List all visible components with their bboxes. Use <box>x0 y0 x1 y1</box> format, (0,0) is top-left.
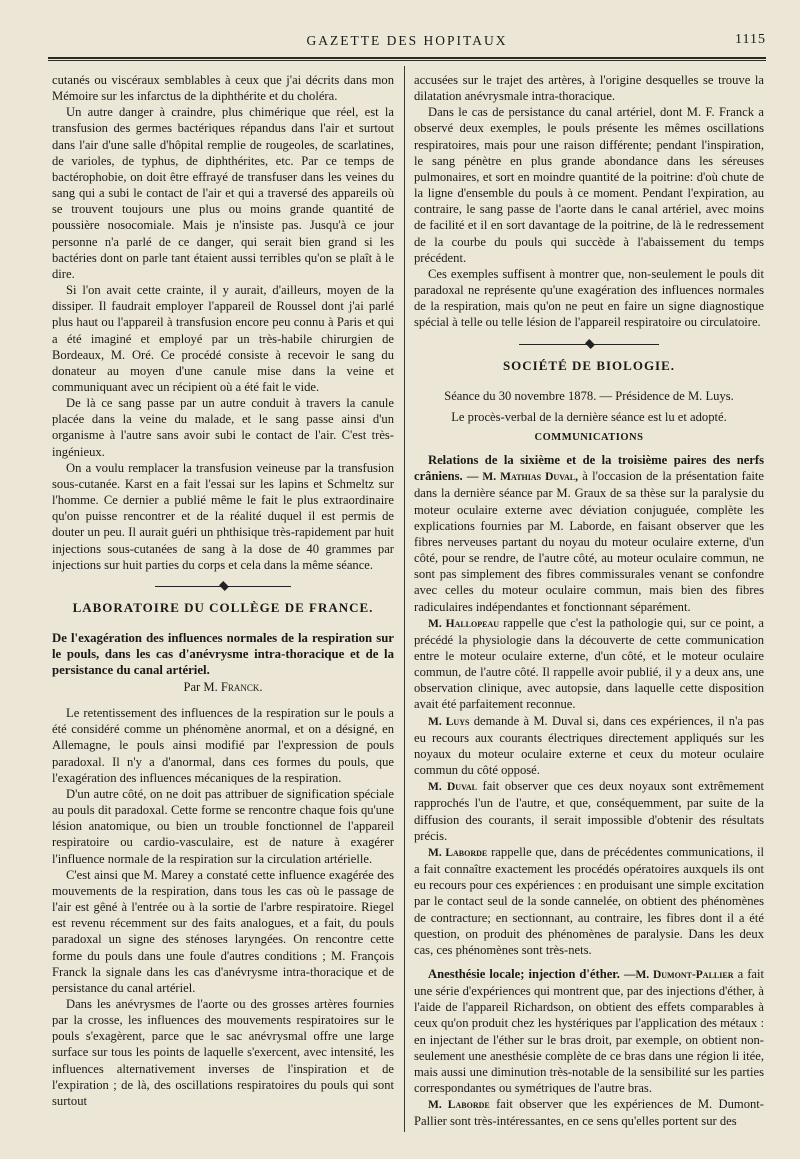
intervention-laborde <box>414 844 764 958</box>
paragraph: Si l'on avait cette crainte, il y aurait, d'ailleurs, moyen de la dissiper. Il faudrait employer l'appareil de Roussel dont j'ai parlé plus haut ou l'appareil à transfusion encore peu connu à Paris et qui a été imaginé et employé par un très-habile chirurgien de Bordeaux, M. Oré. Ce procédé consiste à recevoir le sang du donateur au moyen d'une canule mise dans la veine et communiquant avec un récipient où a été fait le vide. <box>52 283 394 394</box>
intervention-text: fait observer que ces deux noyaux sont extrêmement rapprochés l'un de l'autre, et que, conséquemment, par suite de la diffusion des courants, il serait impossible d'obtenir des résultats précis. <box>414 779 764 843</box>
byline-prefix: Par M. <box>183 680 218 694</box>
intervention-laborde-2 <box>414 1096 764 1129</box>
paragraph: On a voulu remplacer la transfusion veineuse par la transfusion sous-cutanée. Karst en a fait l'essai sur les lapins et Schmeltz sur l'homme. Ce dernier a publié même le fait le plus extraordinaire qu'on puisse rencontrer et de la réalité duquel il est permis de douter un peu. Il aurait guéri un phthisique très-rapidement par huit injections sous-cutanées de sang à la dose de 40 grammes par injections sur huit parties du corps et cela dans la même séance. <box>52 460 394 572</box>
communication-text: a fait une série d'expériences qui montrent que, par des injections d'éther, à l'aide de l'appareil Richardson, on obtient des effets comparables à ceux qu'on produit chez les hystériques par l'application des métaux : en injectant de l'éther sur le bras droit, par exemple, on obtient non-seulement une anesthésie complète de ce bras dans une région li itée, mais aussi une diminution très-notable de la sensibilité sur les parties correspondantes ou symétriques de l'autre bras. <box>414 966 765 1096</box>
paragraph: D'un autre côté, on ne doit pas attribuer de signification spéciale au pouls dit paradoxal. Cette forme se rencontre chaque fois qu'une lésion anatomique, ou bien un trouble fonctionnel de l'appareil respiratoire ou cardio-vasculaire, est de nature à exagérer l'influence normale de la respiration sur la circulation artérielle. <box>52 786 394 866</box>
speaker-name: M. Laborde <box>428 1099 490 1112</box>
paragraph: cutanés ou viscéraux semblables à ceux que j'ai décrits dans mon Mémoire sur les infarctus de la diphthérite et du choléra. <box>52 73 394 104</box>
intervention-text: demande à M. Duval si, dans ces expériences, il n'a pas eu recours aux courants électriques directement appliqués sur les noyaux du moteur oculaire externe et ceux du moteur oculaire commun du côté opposé. <box>414 713 765 778</box>
speaker-name: M. Luys <box>428 715 470 728</box>
speaker-name: —M. Dumont-Pallier <box>623 968 734 981</box>
column-divider <box>404 66 405 1132</box>
paragraph: C'est ainsi que M. Marey a constaté cette influence exagérée des mouvements de la respiration, dans tous les cas où le passage de l'air est gêné à l'entrée ou à la sortie de l'arbre respiratoire. Riegel est revenu récemment sur des faits analogues, et a fait, du pouls paradoxal un signe des sténoses laryngées. On rencontre cette forme du pouls dans une foule d'autres conditions ; M. François Franck la signale dans les cas d'anévrysme intra-thoracique et de persistance du canal artériel. <box>52 867 394 995</box>
page-number: 1115 <box>735 32 766 47</box>
intervention-text: rappelle que, dans de précédentes communications, il a fait connaître exactement les procédés opératoires auxquels ils ont eu recours pour ces expériences : en produisant une simple excitation par le contact seul de la sonde cannelée, on obtient des phénomènes de contracture; en sectionnant, au contraire, les fibres dont il a été question, on produit des phénomènes de paralysie. Dans les deux cas, ces phénomènes sont très-nets. <box>414 844 764 957</box>
intervention-luys <box>414 713 764 779</box>
intervention-text: rappelle que c'est la pathologie qui, sur ce point, a précédé la physiologie dans la découverte de cette communication entre le moteur oculaire externe, d'un côté, et le moteur oculaire commun, de l'autre côté. Il rappelle avoir publié, il y a deux ans, une observation clinique, avec autopsie, dans laquelle cette disposition avait été parfaitement reconnue. <box>414 615 764 712</box>
communication-relations-nerfs <box>414 452 764 615</box>
seance-line: Séance du 30 novembre 1878. — Présidence de M. Luys. <box>444 388 734 403</box>
header-rule <box>48 57 766 61</box>
communication-anesthesie <box>414 966 764 1096</box>
right-column <box>414 72 764 1130</box>
communications-heading: COMMUNICATIONS <box>534 431 644 443</box>
article-title: De l'exagération des influences normales de la respiration sur le pouls, dans les cas d'anévrysme intra-thoracique et de la persistance du canal artériel. <box>52 631 394 677</box>
intervention-hallopeau <box>414 615 764 713</box>
communication-title: Anesthésie locale; injection d'éther. <box>428 966 620 981</box>
paragraph: Dans les anévrysmes de l'aorte ou des grosses artères fournies par la crosse, les influences des mouvements respiratoires sur le pouls s'exagèrent, parce que le sac anévrysmal offre une large surface sur tous les points de laquelle s'exercent, avec intensité, les influences alternativement inverses de l'inspiration et de l'expiration ; de là, des oscillations respiratoires du pouls qui sont surtout <box>52 996 394 1108</box>
paragraph: Dans le cas de persistance du canal artériel, dont M. F. Franck a observé deux exemples, le pouls présente les mêmes oscillations respiratoires, mais pour une raison différente; pendant l'inspiration, le sang pénètre en plus grande abondance dans les séreuses pulmonaires, et sort en moindre quantité de la poitrine: d'où chute de la ligne d'ensemble du pouls à ce moment. Pendant l'expiration, au contraire, le sang passe de l'aorte dans le canal artériel, avec moins de facilité et il en sort davantage de la poitrine, de là le redressement de la courbe du pouls qui succède à l'abaissement du temps précédent. <box>414 105 764 265</box>
section-title-laboratoire: LABORATOIRE DU COLLÈGE DE FRANCE. <box>72 599 374 615</box>
section-separator <box>52 582 394 592</box>
byline-author: Franck. <box>220 680 263 694</box>
speaker-name: — M. Mathias Duval, <box>466 471 578 484</box>
page-header <box>48 30 766 54</box>
intervention-text: fait observer que les expériences de M. Dumont-Pallier sont très-intéressantes, en ce sens qu'elles portent sur des <box>414 1097 764 1129</box>
section-separator <box>414 340 764 350</box>
intervention-duval <box>414 778 764 844</box>
communication-text: à l'occasion de la présentation faite dans la dernière séance par M. Graux de sa thèse sur la paralysie du moteur oculaire externe avec déviation conjuguée, complète les explications fournies par M. Laborde, en faisant observer que les fibres nerveuses partant du noyau du moteur oculaire externe, d'un côté, pour se rendre, de l'autre côté, au moteur oculaire commun, ne sont pas simplement des fibres commissurales venant se confondre avec celles du moteur oculaire commun, mais bien des fibres radiculaires indépendantes et fonctionnant séparément. <box>414 469 764 614</box>
paragraph: Un autre danger à craindre, plus chimérique que réel, est la transfusion des germes bactériques répandus dans l'air et surtout dans l'air d'une salle d'hôpital remplie de rougeoles, de scarlatines, de varioles, de typhus, de diphthérites, etc. Par ce temps de bactérophobie, on doit être effrayé de transfuser dans les veines du sang qui a subi le contact de l'air et qui a traversé des appareils où se trouvent toujours une plus ou moins grande quantité de poussière nosocomiale. Mais je n'insiste pas. Jusqu'à ce jour personne n'a parlé de ce danger, qui serait bien grand si les bactéries dont on parle tant étaient aussi terribles qu'on se plaît à le dire. <box>52 105 394 281</box>
communication-title: Relations de la sixième et de la troisième paires des nerfs crâniens. <box>414 453 764 484</box>
speaker-name: M. Duval <box>428 781 477 794</box>
speaker-name: M. Hallopeau <box>428 617 500 630</box>
paragraph: Ces exemples suffisent à montrer que, non-seulement le pouls dit paradoxal ne représente qu'une exagération des influences normales de la respiration, mais qu'on ne peut en faire un signe diagnostique spécial à telle ou telle lésion de l'appareil respiratoire ou circulatoire. <box>414 266 764 330</box>
paragraph: De là ce sang passe par un autre conduit à travers la canule placée dans la veine du malade, et le sang passe ainsi d'un organisme à l'autre sans avoir subi le contact de l'air. C'est très-ingénieux. <box>52 396 394 459</box>
speaker-name: M. Laborde <box>428 846 488 859</box>
proces-verbal-line: Le procès-verbal de la dernière séance est lu et adopté. <box>451 409 727 424</box>
paragraph: Le retentissement des influences de la respiration sur le pouls a été considéré comme un phénomène anormal, et on a désigné, en Allemagne, le pouls ainsi modifié par l'expression de pouls paradoxal. Il n'y a d'anormal, dans ces formes du pouls, que l'exagération des influences mécaniques de la respiration. <box>52 706 394 785</box>
journal-title: GAZETTE DES HOPITAUX <box>306 33 508 48</box>
section-title-biologie: SOCIÉTÉ DE BIOLOGIE. <box>502 357 676 373</box>
article-byline <box>52 679 394 695</box>
paragraph: accusées sur le trajet des artères, à l'origine desquelles se trouve la dilatation anévrysmale intra-thoracique. <box>414 73 764 104</box>
spacer <box>414 958 764 966</box>
left-column <box>52 72 394 1109</box>
